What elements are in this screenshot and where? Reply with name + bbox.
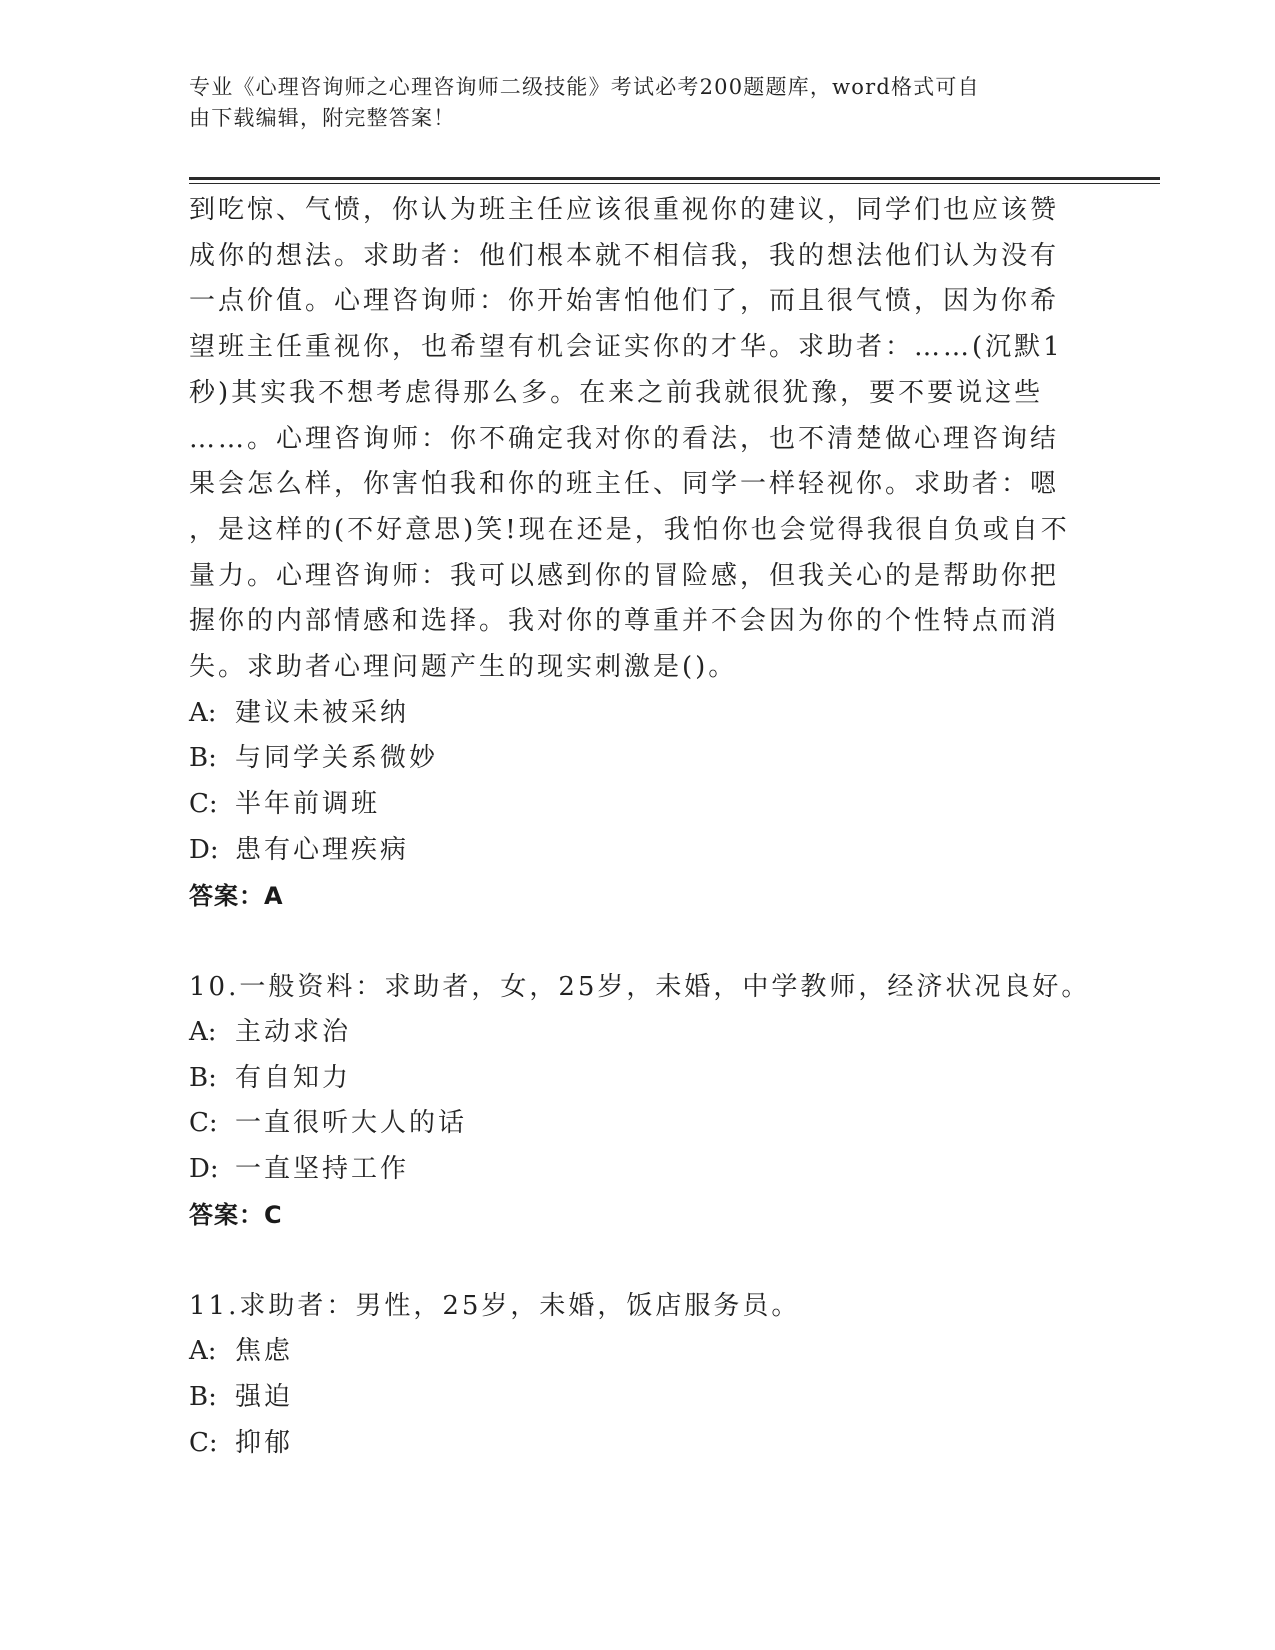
document-body bbox=[189, 188, 1089, 1466]
option-key: A: bbox=[189, 697, 217, 728]
option-text: 主动求治 bbox=[235, 1017, 352, 1048]
option-a bbox=[189, 691, 1089, 737]
option-c bbox=[189, 1101, 1089, 1147]
question-9-stem bbox=[189, 188, 1089, 691]
option-key: A: bbox=[189, 1017, 217, 1048]
header-rule-thick bbox=[189, 177, 1160, 180]
stem-line: 到吃惊、气愤，你认为班主任应该很重视你的建议，同学们也应该赞 bbox=[189, 195, 1060, 225]
option-text: 一直很听大人的话 bbox=[235, 1108, 468, 1139]
option-d bbox=[189, 1147, 1089, 1193]
option-d bbox=[189, 828, 1089, 874]
answer-label: 答案：A bbox=[189, 882, 284, 911]
option-text: 焦虑 bbox=[235, 1336, 294, 1367]
option-b bbox=[189, 736, 1089, 782]
option-text: 强迫 bbox=[235, 1382, 294, 1413]
answer-label: 答案：C bbox=[189, 1201, 283, 1230]
option-c bbox=[189, 1421, 1089, 1467]
option-key: C: bbox=[189, 788, 218, 819]
stem-line: 望班主任重视你，也希望有机会证实你的才华。求助者：……(沉默1 bbox=[189, 332, 1063, 363]
header-rule-thin bbox=[189, 183, 1160, 184]
stem-line: 握你的内部情感和选择。我对你的尊重并不会因为你的个性特点而消 bbox=[189, 606, 1060, 637]
option-a bbox=[189, 1010, 1089, 1056]
question-gap bbox=[189, 919, 1089, 964]
option-text: 有自知力 bbox=[235, 1062, 352, 1093]
stem-line: 失。求助者心理问题产生的现实刺激是()。 bbox=[189, 652, 738, 683]
option-text: 与同学关系微妙 bbox=[235, 743, 439, 774]
option-key: B: bbox=[189, 743, 217, 774]
option-key: B: bbox=[189, 1382, 217, 1413]
option-text: 患有心理疾病 bbox=[235, 834, 410, 865]
option-key: B: bbox=[189, 1062, 217, 1093]
stem-line: 量力。心理咨询师：我可以感到你的冒险感，但我关心的是帮助你把 bbox=[189, 560, 1060, 591]
option-a bbox=[189, 1329, 1089, 1375]
stem-line: 一点价值。心理咨询师：你开始害怕他们了，而且很气愤，因为你希 bbox=[189, 286, 1060, 317]
option-text: 抑郁 bbox=[235, 1427, 294, 1458]
option-key: C: bbox=[189, 1427, 218, 1458]
stem-line: 果会怎么样，你害怕我和你的班主任、同学一样轻视你。求助者：嗯 bbox=[189, 469, 1060, 500]
option-key: A: bbox=[189, 1336, 217, 1367]
stem-line: ……。心理咨询师：你不确定我对你的看法，也不清楚做心理咨询结 bbox=[189, 423, 1060, 454]
stem-line: 秒)其实我不想考虑得那么多。在来之前我就很犹豫，要不要说这些 bbox=[189, 377, 1044, 408]
question-11-stem: 11.求助者：男性，25岁，未婚，饭店服务员。 bbox=[189, 1291, 801, 1322]
question-10-stem: 10.一般资料：求助者，女，25岁，未婚，中学教师，经济状况良好。 bbox=[189, 972, 1091, 1003]
option-b bbox=[189, 1375, 1089, 1421]
option-key: D: bbox=[189, 1153, 219, 1184]
option-text: 建议未被采纳 bbox=[235, 697, 410, 728]
header-line-1: 专业《心理咨询师之心理咨询师二级技能》考试必考200题题库，word格式可自 bbox=[189, 75, 980, 99]
option-key: D: bbox=[189, 834, 219, 865]
header-line-2: 由下载编辑，附完整答案！ bbox=[189, 106, 456, 130]
option-c bbox=[189, 782, 1089, 828]
stem-line: ，是这样的(不好意思)笑!现在还是，我怕你也会觉得我很自负或自不 bbox=[189, 514, 1070, 545]
option-text: 半年前调班 bbox=[235, 788, 381, 819]
document-header bbox=[189, 72, 1069, 134]
option-key: C: bbox=[189, 1108, 218, 1139]
stem-line: 成你的想法。求助者：他们根本就不相信我，我的想法他们认为没有 bbox=[189, 240, 1060, 271]
option-b bbox=[189, 1056, 1089, 1102]
option-text: 一直坚持工作 bbox=[235, 1153, 410, 1184]
question-gap bbox=[189, 1238, 1089, 1283]
